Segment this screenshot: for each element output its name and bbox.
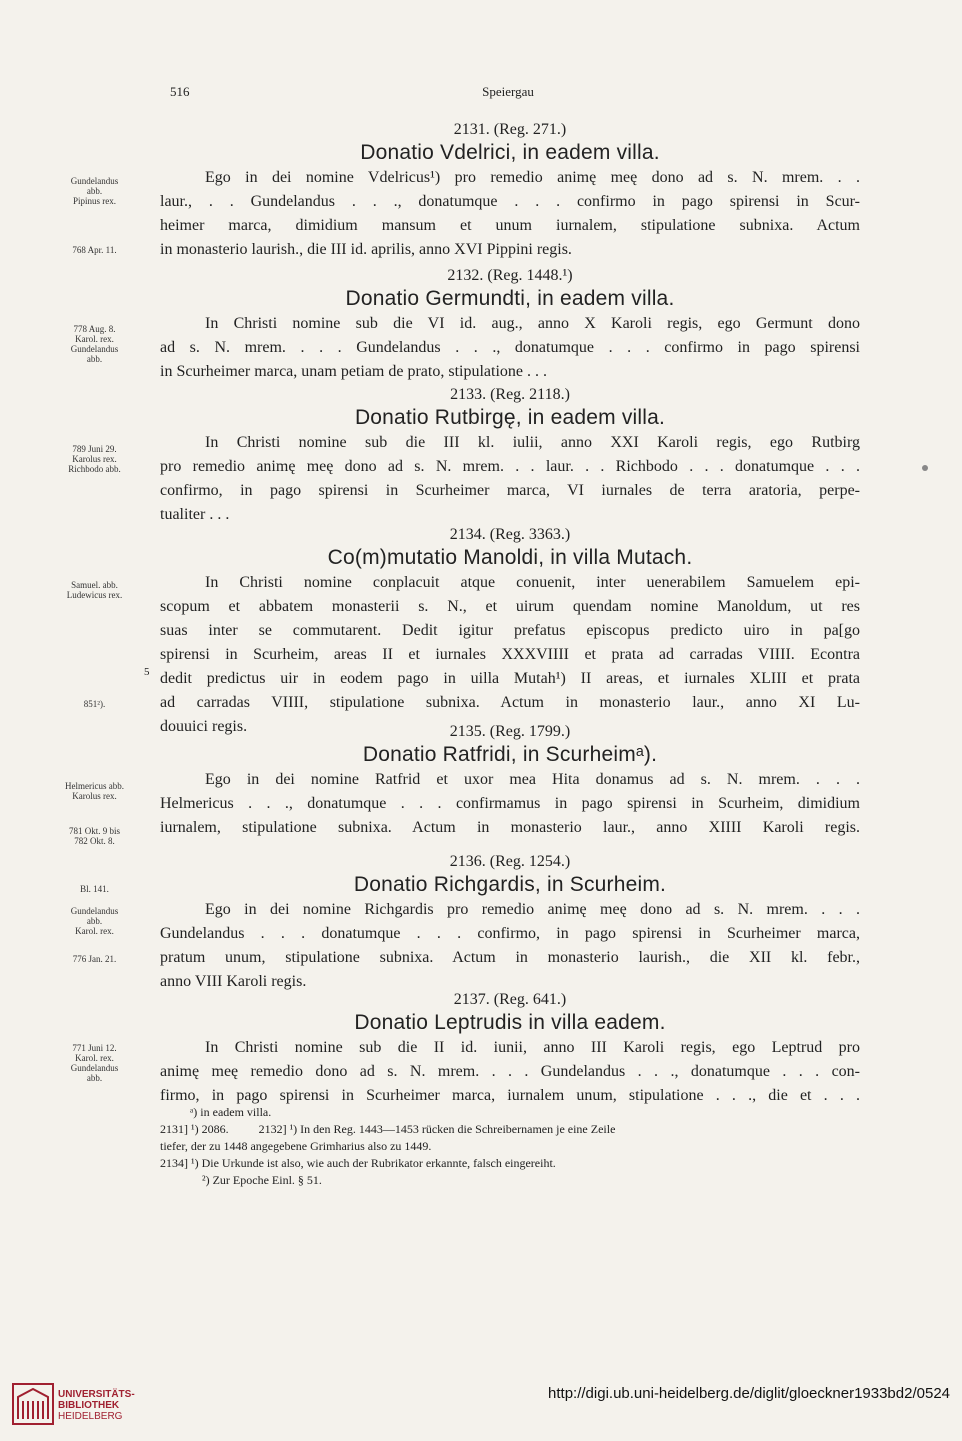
- speck: [922, 465, 928, 471]
- footnote-line: ²) Zur Epoche Einl. § 51.: [202, 1173, 322, 1187]
- entry-title: Donatio Richgardis, in Scurheim.: [353, 873, 667, 896]
- page-number: 516: [170, 84, 190, 99]
- margin-note: Samuel. abb. Ludewicus rex.: [66, 580, 123, 600]
- entry-number: 2133. (Reg. 2118.): [450, 386, 570, 403]
- text-line: suas inter se commutarent. Dedit igitur prefatus episcopus predicto uiro in pa[go: [160, 622, 860, 639]
- entry-2132: [160, 266, 860, 384]
- entry-title: Donatio Rutbirgę, in eadem villa.: [354, 406, 666, 429]
- entry-number: 2136. (Reg. 1254.): [449, 853, 571, 870]
- footnote-line: tiefer, der zu 1448 angegebene Grimharius also zu 1449.: [160, 1139, 432, 1153]
- text-line: In Christi nomine sub die III kl. iulii, anno XXI Karoli regis, ego Rutbirg: [205, 434, 860, 451]
- text-line: douuici regis.: [160, 718, 248, 735]
- page-header: [160, 84, 856, 106]
- text-line: animę meę remedio dono ad s. N. mrem. . . . Gundelandus . . ., donatumque . . . con-: [160, 1063, 860, 1080]
- entry-title: Donatio Ratfridi, in Scurheimᵃ).: [362, 743, 658, 766]
- text-line: scopum et abbatem monasterii s. N., et uirum quendam nomine Manoldum, ut res: [160, 598, 860, 615]
- text-line: pratum unum, stipulatione subnixa. Actum in monasterio laurish., die XII kl. febr.,: [160, 949, 860, 966]
- footer-bar: [0, 1370, 962, 1441]
- library-name: UNIVERSITÄTS- BIBLIOTHEK HEIDELBERG: [58, 1389, 135, 1422]
- text-line: ad carradas VIIII, stipulatione subnixa. Actum in monasterio laur., anno XI Lu-: [160, 694, 860, 711]
- entry-number: 2131. (Reg. 271.): [453, 121, 567, 138]
- text-line: Helmericus . . ., donatumque . . . confirmamus in pago spirensi in Scurheim, dimidium: [160, 795, 860, 812]
- margin-date: 781 Okt. 9 bis 782 Okt. 8.: [68, 826, 120, 846]
- text-line: pro remedio animę meę dono ad s. N. mrem. . . laur. . . Richbodo . . . donatumque . . .: [160, 458, 860, 475]
- text-line: in monasterio laurish., die III id. aprilis, anno XVI Pippini regis.: [160, 241, 572, 258]
- running-title: Speiergau: [482, 84, 534, 99]
- margin-note: 789 Juni 29. Karolus rex. Richbodo abb.: [68, 444, 121, 474]
- entry-number: 2135. (Reg. 1799.): [449, 723, 571, 740]
- line-number: 5: [144, 666, 150, 678]
- footnote-line: 2134] ¹) Die Urkunde ist also, wie auch der Rubrikator erkannte, falsch eingereiht.: [160, 1156, 556, 1170]
- entry-2134: [160, 525, 860, 739]
- margin-note: 771 Juni 12. Karol. rex. Gundelandus abb.: [70, 1043, 119, 1083]
- text-line: spirensi in Scurheim, areas II et iurnales XXXVIIII et prata ad carradas VIIII. Econtra: [160, 646, 860, 663]
- text-line: iurnalem, stipulatione subnixa. Actum in monasterio laur., anno XIIII Karoli regis.: [160, 819, 860, 836]
- margin-date: 776 Jan. 21.: [72, 954, 117, 964]
- margin-note: 778 Aug. 8. Karol. rex. Gundelandus abb.: [70, 324, 119, 364]
- entry-2137: [160, 990, 860, 1108]
- footnote-line: ᵃ) in eadem villa.: [190, 1105, 272, 1119]
- text-line: laur., . . Gundelandus . . ., donatumque . . . confirmo in pago spirensi in Scur-: [160, 193, 860, 210]
- library-logo-icon: [12, 1383, 54, 1425]
- margin-note: Gundelandus abb. Karol. rex.: [70, 906, 119, 936]
- text-line: anno VIII Karoli regis.: [160, 973, 307, 990]
- text-line: In Christi nomine sub die II id. iunii, anno III Karoli regis, ego Leptrud pro: [205, 1039, 860, 1056]
- text-line: dedit predictus uir in eodem pago in uilla Mutah¹) II areas, et iurnales XLIII et prata: [160, 670, 860, 687]
- entry-number: 2134. (Reg. 3363.): [449, 526, 571, 543]
- text-line: ad s. N. mrem. . . . Gundelandus . . ., donatumque . . . confirmo in pago spirensi: [160, 339, 860, 356]
- entry-title: Donatio Leptrudis in villa eadem.: [354, 1011, 666, 1034]
- entry-number: 2137. (Reg. 641.): [453, 991, 567, 1008]
- entry-2136: [160, 852, 860, 994]
- text-line: In Christi nomine sub die VI id. aug., anno X Karoli regis, ego Germunt dono: [205, 315, 860, 332]
- text-line: In Christi nomine conplacuit atque conuenit, inter uenerabilem Samuelem epi-: [205, 574, 860, 591]
- text-line: confirmo, in pago spirensi in Scurheimer marca, VI iurnales de terra aratoria, perpe-: [160, 482, 860, 499]
- text-line: firmo, in pago spirensi in Scurheimer marca, iurnalem unum, stipulatione . . ., die et . . .: [160, 1087, 860, 1104]
- entry-2135: [160, 722, 860, 840]
- entry-2131: [160, 120, 860, 262]
- margin-date: 768 Apr. 11.: [72, 245, 117, 255]
- margin-note: Gundelandus abb. Pipinus rex.: [70, 176, 119, 206]
- text-line: in Scurheimer marca, unam petiam de prato, stipulatione . . .: [160, 363, 547, 380]
- margin-folio: Bl. 141.: [80, 884, 109, 894]
- text-line: heimer marca, dimidium mansum et unum iurnalem, stipulatione subnixa. Actum: [160, 217, 860, 234]
- footnotes: [160, 1104, 860, 1189]
- entry-title: Donatio Vdelrici, in eadem villa.: [360, 141, 660, 164]
- margin-note: Helmericus abb. Karolus rex.: [65, 781, 124, 801]
- text-line: Ego in dei nomine Richgardis pro remedio animę meę dono ad s. N. mrem. . . .: [205, 901, 860, 918]
- text-line: Gundelandus . . . donatumque . . . confirmo, in pago spirensi in Scurheimer marca,: [160, 925, 860, 942]
- entry-number: 2132. (Reg. 1448.¹): [447, 267, 573, 284]
- text-line: Ego in dei nomine Ratfrid et uxor mea Hita donamus ad s. N. mrem. . . .: [205, 771, 860, 788]
- source-url-link[interactable]: http://digi.ub.uni-heidelberg.de/diglit/gloeckner1933bd2/0524: [548, 1385, 950, 1402]
- entry-2133: [160, 385, 860, 527]
- text-line: Ego in dei nomine Vdelricus¹) pro remedio animę meę dono ad s. N. mrem. . .: [205, 169, 860, 186]
- entry-title: Co(m)mutatio Manoldi, in villa Mutach.: [327, 546, 693, 569]
- footnote-line: 2131] ¹) 2086. 2132] ¹) In den Reg. 1443—1453 rücken die Schreibernamen je eine Zeile: [160, 1122, 616, 1136]
- entry-title: Donatio Germundti, in eadem villa.: [345, 287, 675, 310]
- margin-date: 851²).: [83, 699, 106, 709]
- text-line: tualiter . . .: [160, 506, 230, 523]
